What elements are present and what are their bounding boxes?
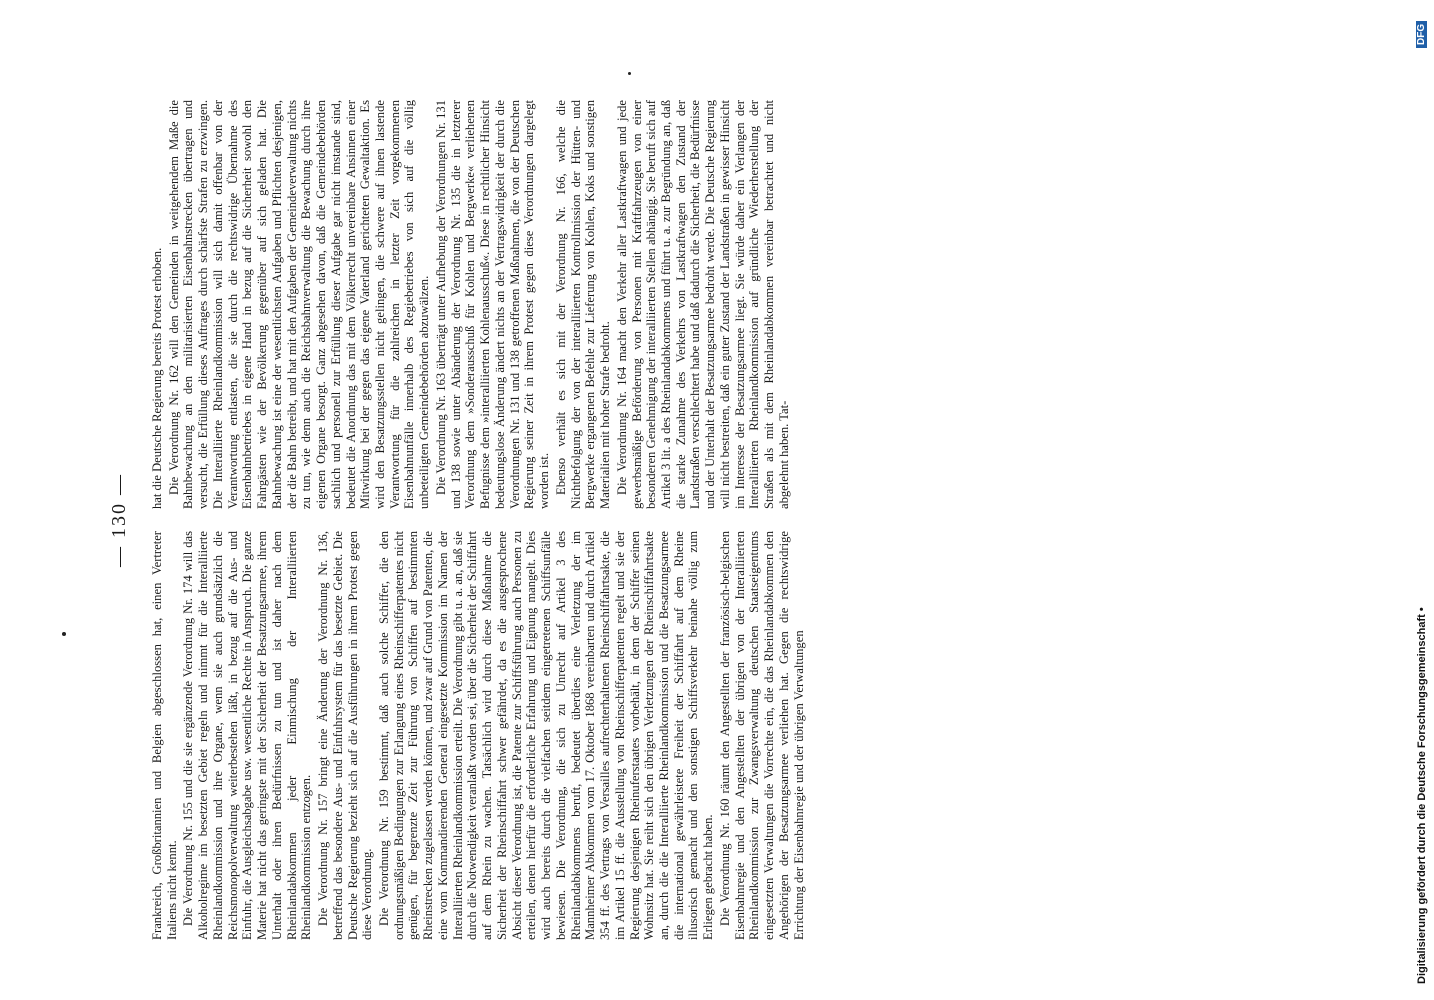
left-column	[150, 531, 1308, 940]
scan-speck	[62, 632, 66, 636]
paragraph: Frankreich, Großbritannien und Belgien abgeschlossen hat, einen Vertreter Italiens nicht kennt.	[150, 531, 179, 940]
paragraph: Die Verordnung Nr. 159 bestimmt, daß auch solche Schiffer, die den ordnungsmäßigen Bedingungen zur Erlangung eines Rheinschifferpatentes nicht genügen, für begrenzte Zeit zur Führung von Schiffen auf bestimmten Rheinstrecken zugelassen werden können, und zwar auf Grund von Patenten, die eine vom Kommandierenden General eingesetzte Kommission im Namen der Interalliierten Rheinlandkommission erteilt. Die Verordnung gibt u. a. an, daß sie durch die Notwendigkeit veranlaßt worden sei, über die Sicherheit der Schiffahrt auf dem Rhein zu wachen. Tatsächlich wird durch diese Maßnahme die Sicherheit der Rheinschiffahrt schwer gefährdet, da es die ausgesprochene Absicht dieser Verordnung ist, die Patente zur Schiffsführung auch Personen zu erteilen, denen hierfür die erforderliche Erfahrung und Eignung mangelt. Dies wird auch bereits durch die vielfachen seitdem eingetretenen Schiffsunfälle bewiesen. Die Verordnung, die sich zu Unrecht auf Artikel 3 des Rheinlandabkommens beruft, bedeutet überdies eine Verletzung der im Mannheimer Abkommen vom 17. Oktober 1868 vereinbarten und durch Artikel 354 ff. des Vertrags von Versailles aufrechterhaltenen Rheinschiffahrtsakte, die im Artikel 15 ff. die Ausstellung von Rheinschifferpatenten regelt und sie der Regierung desjenigen Rheinuferstaates vorbehält, in dem der Schiffer seinen Wohnsitz hat. Sie reiht sich den übrigen Verletzungen der Rheinschiffahrtsakte an, durch die die Interalliierte Rheinlandkommission und die Besatzungsarmee die international gewährleistete Freiheit der Schiffahrt auf dem Rheine illusorisch gemacht und den sonstigen Schiffsverkehr beinahe völlig zum Erliegen gebracht haben.	[377, 531, 716, 940]
paragraph: Die Verordnung Nr. 155 und die sie ergänzende Verordnung Nr. 174 will das Alkoholregime im besetzten Gebiet regeln und nimmt für die Interalliierte Rheinlandkommission und ihre Organe, wenn sie auch grundsätzlich die Reichsmonopolverwaltung weiterbestehen läßt, in bezug auf die Aus- und Einfuhr, die Ausgleichsabgabe usw. wesentliche Rechte in Anspruch. Die ganze Materie hat nicht das geringste mit der Sicherheit der Besatzungsarmee, ihrem Unterhalt oder ihren Bedürfnissen zu tun und ist daher nach dem Rheinlandabkommen jeder Einmischung der Interalliierten Rheinlandkommission entzogen.	[181, 531, 314, 940]
rotated-page-content	[108, 100, 1308, 940]
credit-text: Digitalisierung gefördert durch die Deutsche Forschungsgemeinschaft •	[1416, 607, 1428, 984]
paragraph: Die Verordnung Nr. 164 macht den Verkehr aller Lastkraftwagen und jede gewerbsmäßige Beförderung von Personen mit Kraftfahrzeugen von einer besonderen Genehmigung der interalliierten Stellen abhängig. Sie beruft sich auf Artikel 3 lit. a des Rheinlandabkommens und führt u. a. zur Begründung an, daß die starke Zunahme des Verkehrs von Lastkraftwagen den Zustand der Landstraßen verschlechtert habe und daß dadurch die Sicherheit, die Bedürfnisse und der Unterhalt der Besatzungsarmee bedroht werde. Die Deutsche Regierung will nicht bestreiten, daß ein guter Zustand der Landstraßen in gewisser Hinsicht im Interesse der Besatzungsarmee liegt. Sie würde daher ein Verlangen der Interalliierten Rheinlandkommission auf gründliche Wiederherstellung der Straßen als mit dem Rheinlandabkommen vereinbar betrachtet und nicht abgelehnt haben. Tat-	[614, 100, 791, 509]
paragraph: hat die Deutsche Regierung bereits Protest erhoben.	[150, 247, 164, 509]
right-column	[150, 100, 1308, 509]
paragraph: Ebenso verhält es sich mit der Verordnung Nr. 166, welche die Nichtbefolgung der von der interalliierten Kontrollmission der Hütten- und Bergwerke ergangenen Befehle zur Lieferung von Kohlen, Koks und sonstigen Materialien mit hoher Strafe bedroht.	[553, 100, 613, 509]
dfg-logo: DFG	[1416, 21, 1427, 48]
digitization-credit	[1404, 8, 1428, 988]
paragraph: Die Verordnung Nr. 162 will den Gemeinden in weitgehendem Maße die Bahnbewachung an den militarisierten Eisenbahnstrecken übertragen und versucht, die Erfüllung dieses Auftrages durch schärfste Strafen zu erzwingen. Die Interalliierte Rheinlandkommission will sich damit offenbar von der Verantwortung entlasten, die sie durch die rechtswidrige Übernahme des Eisenbahnbetriebes in eigene Hand in bezug auf die Sicherheit sowohl den Fahrgästen wie der Bevölkerung gegenüber auf sich geladen hat. Die Bahnbewachung ist eine der wesentlichsten Aufgaben und Pflichten desjenigen, der die Bahn betreibt, und hat mit den Aufgaben der Gemeindeverwaltung nichts zu tun, wie denn auch die Reichsbahnverwaltung die Bewachung durch ihre eigenen Organe besorgt. Ganz abgesehen davon, daß die Gemeindebehörden sachlich und personell zur Erfüllung dieser Aufgabe gar nicht imstande sind, bedeutet die Anordnung das mit dem Völkerrecht unvereinbare Ansinnen einer Mitwirkung bei der gegen das eigene Vaterland gerichteten Gewaltaktion. Es wird den Besatzungsstellen nicht gelingen, die schwere auf ihnen lastende Verantwortung für die zahlreichen in letzter Zeit vorgekommenen Eisenbahnunfälle innerhalb des Regiebetriebes von sich auf die völlig unbeteiligten Gemeindebehörden abzuwälzen.	[166, 100, 432, 509]
text-columns	[150, 100, 1308, 940]
scan-speck	[628, 72, 631, 75]
paragraph: Die Verordnung Nr. 163 überträgt unter Aufhebung der Verordnungen Nr. 131 und 138 sowie unter Abänderung der Verordnung Nr. 135 die in letzterer Verordnung dem »Sonderausschuß für Kohlen und Bergwerke« verliehenen Befugnisse dem »interalliierten Kohlenausschuß«. Diese in rechtlicher Hinsicht bedeutungslose Änderung ändert nichts an der Vertragswidrigkeit der durch die Verordnungen Nr. 131 und 138 getroffenen Maßnahmen, die von der Deutschen Regierung seiner Zeit in ihrem Protest gegen diese Verordnungen dargelegt worden ist.	[433, 100, 552, 509]
paragraph: Die Verordnung Nr. 160 räumt den Angestellten der französisch-belgischen Eisenbahnregie und den Angestellten der übrigen von der Interalliierten Rheinlandkommission zur Zwangsverwaltung deutschen Staatseigentums eingesetzten Verwaltungen die Vorrechte ein, die das Rheinlandabkommen den Angehörigen der Besatzungsarmee verliehen hat. Gegen die rechtswidrige Errichtung der Eisenbahnregie und der übrigen Verwaltungen	[717, 531, 806, 940]
paragraph: Die Verordnung Nr. 157 bringt eine Änderung der Verordnung Nr. 136, betreffend das besondere Aus- und Einfuhrsystem für das besetzte Gebiet. Die Deutsche Regierung bezieht sich auf die Ausführungen in ihrem Protest gegen diese Verordnung.	[316, 531, 375, 940]
page-number: — 130 —	[108, 473, 130, 567]
